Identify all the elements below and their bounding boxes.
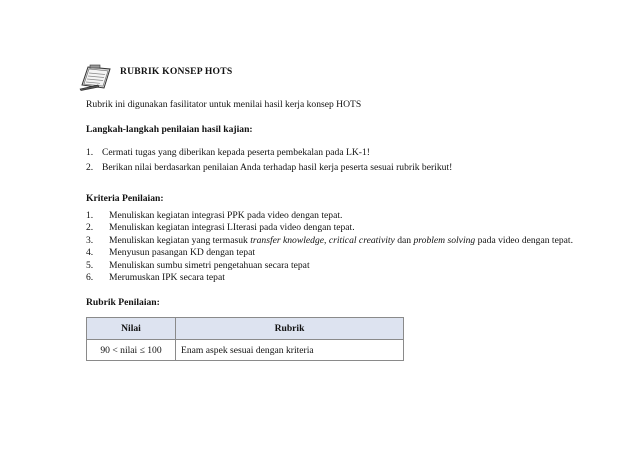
list-item: 2. Menuliskan kegiatan integrasi LIterasi pada video dengan tepat. <box>86 222 355 233</box>
list-item: 5. Menuliskan sumbu simetri pengetahuan secara tepat <box>86 260 310 271</box>
list-item: 6. Merumuskan IPK secara tepat <box>86 272 225 283</box>
rubric-table <box>86 317 404 361</box>
document-title: RUBRIK KONSEP HOTS <box>120 66 233 77</box>
list-item: 4. Menyusun pasangan KD dengan tepat <box>86 247 256 258</box>
list-item: 1. Menuliskan kegiatan integrasi PPK pada video dengan tepat. <box>86 210 343 221</box>
table-header-row <box>87 318 404 340</box>
nilai-cell: 90 < nilai ≤ 100 <box>87 340 176 361</box>
intro-text: Rubrik ini digunakan fasilitator untuk menilai hasil kerja konsep HOTS <box>86 99 362 110</box>
column-header-nilai: Nilai <box>87 318 176 340</box>
notepad-pencil-icon <box>78 63 114 91</box>
rubric-heading: Rubrik Penilaian: <box>86 297 160 308</box>
steps-heading: Langkah-langkah penilaian hasil kajian: <box>86 124 253 135</box>
column-header-rubrik: Rubrik <box>176 318 404 340</box>
table-row <box>87 340 404 361</box>
rubrik-cell: Enam aspek sesuai dengan kriteria <box>176 340 404 361</box>
list-item: 1. Cermati tugas yang diberikan kepada peserta pembekalan pada LK-1! <box>86 147 370 158</box>
list-item: 3. Menuliskan kegiatan yang termasuk transfer knowledge, critical creativity dan problem solving pada video dengan tepat. <box>86 235 573 246</box>
list-item: 2. Berikan nilai berdasarkan penilaian Anda terhadap hasil kerja peserta sesuai rubrik berikut! <box>86 162 453 173</box>
criteria-heading: Kriteria Penilaian: <box>86 193 164 204</box>
